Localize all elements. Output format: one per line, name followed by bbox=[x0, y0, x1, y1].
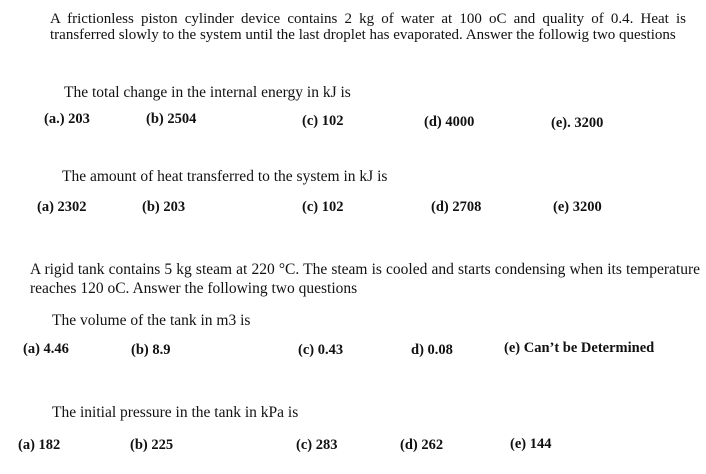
p2q1-option-c: (c) 0.43 bbox=[298, 342, 344, 358]
p1q2-option-b: (b) 203 bbox=[142, 199, 186, 215]
problem2-question1: The volume of the tank in m3 is bbox=[52, 312, 251, 329]
problem1-intro: A frictionless piston cylinder device contains 2 kg of water at 100 oC and quality of 0.4. Heat is transferred slowly to the system until the last droplet has evaporated. Answer the followig two questions bbox=[50, 11, 686, 43]
p2q1-option-e: (e) Can’t be Determined bbox=[504, 340, 655, 356]
p2q2-option-e: (e) 144 bbox=[510, 436, 552, 452]
p1q1-option-e: (e). 3200 bbox=[551, 115, 604, 131]
p1q2-option-c: (c) 102 bbox=[302, 199, 344, 215]
problem2-intro: A rigid tank contains 5 kg steam at 220 °C. The steam is cooled and starts condensing when its temperature reaches 120 oC. Answer the following two questions bbox=[30, 261, 700, 297]
p1q2-option-a: (a) 2302 bbox=[37, 199, 87, 215]
p2q1-option-d: d) 0.08 bbox=[411, 342, 453, 358]
p1q2-option-d: (d) 2708 bbox=[431, 199, 482, 215]
problem1-question2: The amount of heat transferred to the system in kJ is bbox=[62, 168, 388, 185]
p1q2-option-e: (e) 3200 bbox=[553, 199, 602, 215]
p1q1-option-b: (b) 2504 bbox=[146, 111, 197, 127]
p2q1-option-a: (a) 4.46 bbox=[23, 341, 69, 357]
p2q2-option-c: (c) 283 bbox=[296, 437, 338, 453]
p2q2-option-b: (b) 225 bbox=[130, 437, 174, 453]
p2q2-option-a: (a) 182 bbox=[18, 437, 61, 453]
problem2-question2: The initial pressure in the tank in kPa is bbox=[52, 404, 299, 421]
p2q1-option-b: (b) 8.9 bbox=[131, 342, 171, 358]
p1q1-option-d: (d) 4000 bbox=[424, 114, 475, 130]
problem1-question1: The total change in the internal energy in kJ is bbox=[64, 84, 351, 101]
p1q1-option-c: (c) 102 bbox=[302, 113, 344, 129]
p1q1-option-a: (a.) 203 bbox=[44, 111, 90, 127]
p2q2-option-d: (d) 262 bbox=[400, 437, 444, 453]
